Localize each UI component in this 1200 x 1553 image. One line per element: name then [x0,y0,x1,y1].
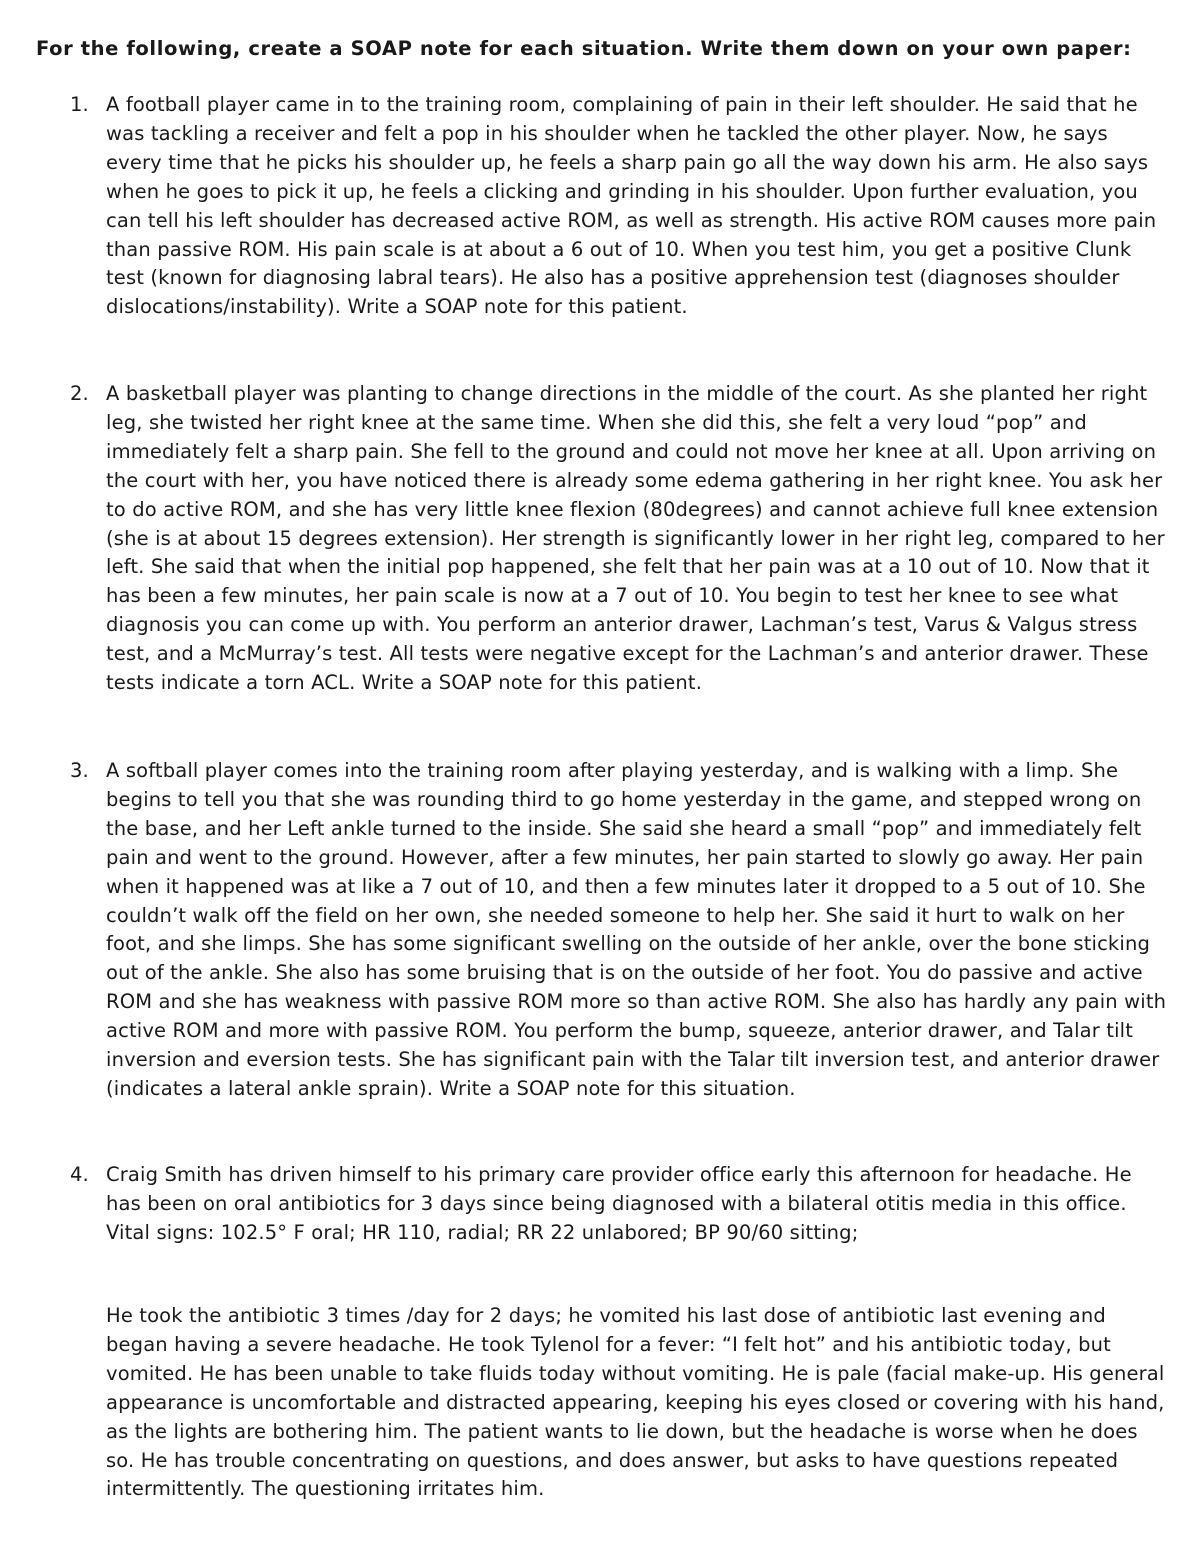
instructions-heading: For the following, create a SOAP note for each situation. Write them down on your own paper: [36,37,1132,60]
question-number: 4. [70,1163,89,1186]
question-3 [70,757,1168,1104]
question-text: Craig Smith has driven himself to his primary care provider office early this afternoon for headache. He has been on oral antibiotics for 3 days since being diagnosed with a bilateral otitis media in this office. Vital signs: 102.5° F oral; HR 110, radial; RR 22 unlabored; BP 90/60 sitting; [106,1163,1132,1244]
question-4 [70,1161,1168,1248]
question-text: A football player came in to the training room, complaining of pain in their left shoulder. He said that he was tackling a receiver and felt a pop in his shoulder when he tackled the other player. Now, he says every time that he picks his shoulder up, he feels a sharp pain go all the way down his arm. He also says when he goes to pick it up, he feels a clicking and grinding in his shoulder. Upon further evaluation, you can tell his left shoulder has decreased active ROM, as well as strength. His active ROM causes more pain than passive ROM. His pain scale is at about a 6 out of 10. When you test him, you get a positive Clunk test (known for diagnosing labral tears). He also has a positive apprehension test (diagnoses shoulder dislocations/instability). Write a SOAP note for this patient. [106,93,1157,319]
question-text: A softball player comes into the training room after playing yesterday, and is walking with a limp. She begins to tell you that she was rounding third to go home yesterday in the game, and stepped wrong on the base, and her Left ankle turned to the inside. She said she heard a small “pop” and immediately felt pain and went to the ground. However, after a few minutes, her pain started to slowly go away. Her pain when it happened was at like a 7 out of 10, and then a few minutes later it dropped to a 5 out of 10. She couldn’t walk off the field on her own, she needed someone to help her. She said it hurt to walk on her foot, and she limps. She has some significant swelling on the outside of her ankle, over the bone sticking out of the ankle. She also has some bruising that is on the outside of her foot. You do passive and active ROM and she has weakness with passive ROM more so than active ROM. She also has hardly any pain with active ROM and more with passive ROM. You perform the bump, squeeze, anterior drawer, and Talar tilt inversion and eversion tests. She has significant pain with the Talar tilt inversion test, and anterior drawer (indicates a lateral ankle sprain). Write a SOAP note for this situation. [106,759,1167,1100]
question-1 [70,91,1168,322]
question-2 [70,380,1168,698]
question-number: 3. [70,759,89,782]
question-number: 1. [70,93,89,116]
question-text: A basketball player was planting to change directions in the middle of the court. As she planted her right leg, she twisted her right knee at the same time. When she did this, she felt a very loud “pop” and immediately felt a sharp pain. She fell to the ground and could not move her knee at all. Upon arriving on the court with her, you have noticed there is already some edema gathering in her right knee. You ask her to do active ROM, and she has very little knee flexion (80degrees) and cannot achieve full knee extension (she is at about 15 degrees extension). Her strength is significantly lower in her right leg, compared to her left. She said that when the initial pop happened, she felt that her pain was at a 10 out of 10. Now that it has been a few minutes, her pain scale is now at a 7 out of 10. You begin to test her knee to see what diagnosis you can come up with. You perform an anterior drawer, Lachman’s test, Varus & Valgus stress test, and a McMurray’s test. All tests were negative except for the Lachman’s and anterior drawer. These tests indicate a torn ACL. Write a SOAP note for this patient. [106,382,1165,695]
question-number: 2. [70,382,89,405]
question-text-continued: He took the antibiotic 3 times /day for 2 days; he vomited his last dose of antibiotic last evening and began having a severe headache. He took Tylenol for a fever: “I felt hot” and his antibiotic today, but vomited. He has been unable to take fluids today without vomiting. He is pale (facial make-up. His general appearance is uncomfortable and distracted appearing, keeping his eyes closed or covering with his hand, as the lights are bothering him. The patient wants to lie down, but the headache is worse when he does so. He has trouble concentrating on questions, and does answer, but asks to have questions repeated intermittently. The questioning irritates him. [106,1304,1165,1501]
question-4-continued [106,1302,1168,1504]
